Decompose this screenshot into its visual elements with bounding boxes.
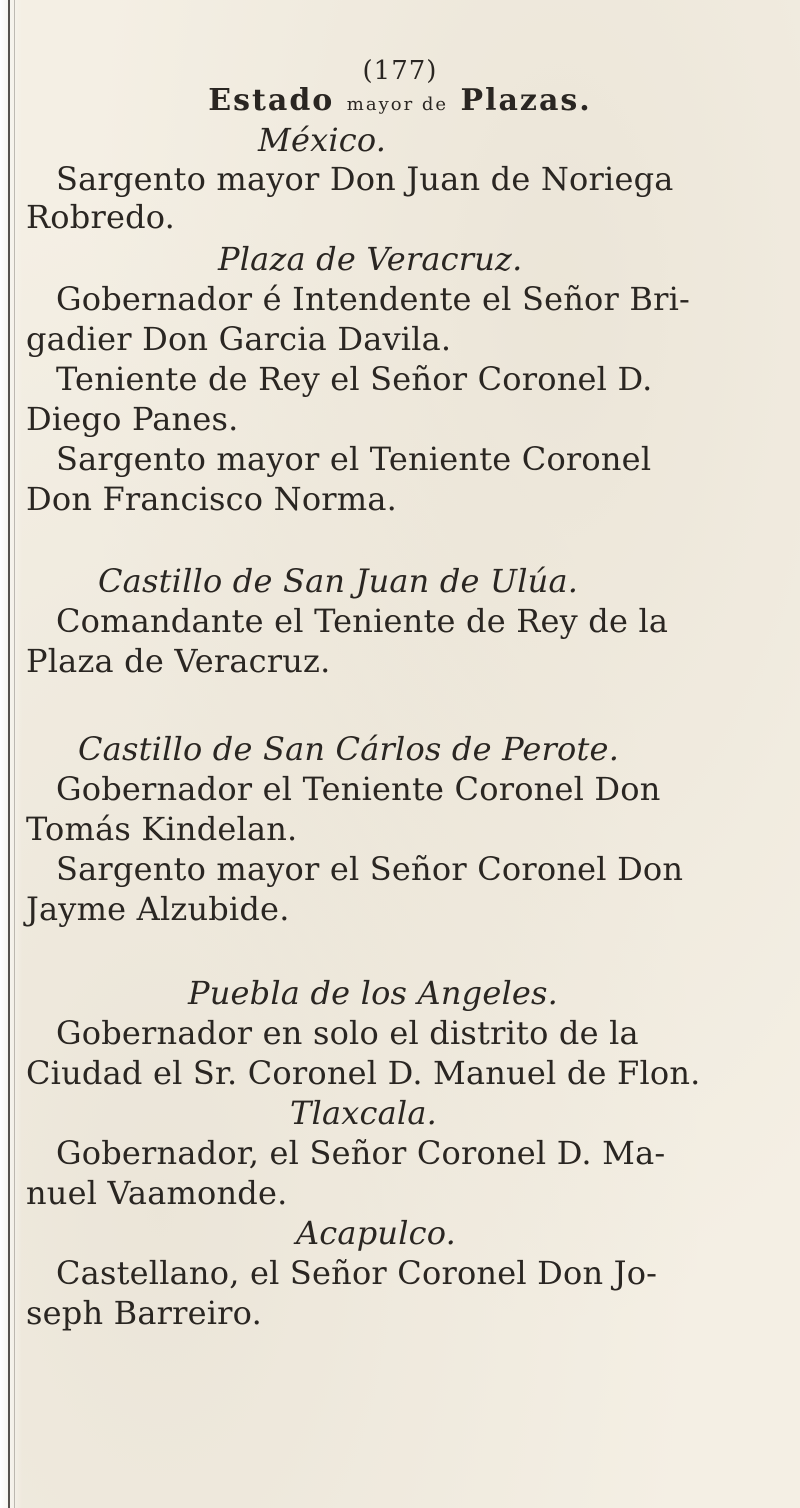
text-line: Diego Panes. bbox=[26, 400, 239, 438]
section-heading-tlaxcala: Tlaxcala. bbox=[290, 1094, 437, 1132]
text-line: Sargento mayor Don Juan de Noriega bbox=[56, 160, 674, 198]
text-line: Jayme Alzubide. bbox=[26, 890, 290, 928]
text-line: Gobernador el Teniente Coronel Don bbox=[56, 770, 661, 808]
section-heading-ulua: Castillo de San Juan de Ulúa. bbox=[98, 562, 579, 600]
text-line: Gobernador en solo el distrito de la bbox=[56, 1014, 639, 1052]
gutter-line-secondary bbox=[14, 0, 15, 1508]
section-heading-puebla: Puebla de los Angeles. bbox=[188, 974, 559, 1012]
text-line: Don Francisco Norma. bbox=[26, 480, 397, 518]
gutter-line bbox=[8, 0, 10, 1508]
text-line: seph Barreiro. bbox=[26, 1294, 262, 1332]
text-line: Castellano, el Señor Coronel Don Jo- bbox=[56, 1254, 658, 1292]
header-part-3: Plazas. bbox=[460, 83, 592, 118]
text-line: Robredo. bbox=[26, 198, 176, 236]
section-heading-mexico: México. bbox=[258, 121, 387, 159]
header-part-2: mayor de bbox=[346, 94, 449, 115]
section-heading-acapulco: Acapulco. bbox=[296, 1214, 457, 1252]
text-line: nuel Vaamonde. bbox=[26, 1174, 288, 1212]
page-header bbox=[0, 82, 800, 124]
page-gutter bbox=[0, 0, 22, 1508]
text-line: Ciudad el Sr. Coronel D. Manuel de Flon. bbox=[26, 1054, 701, 1092]
page-number: (177) bbox=[362, 56, 438, 86]
section-heading-veracruz: Plaza de Veracruz. bbox=[218, 240, 523, 278]
text-line: Sargento mayor el Señor Coronel Don bbox=[56, 850, 684, 888]
text-line: Tomás Kindelan. bbox=[26, 810, 298, 848]
text-line: Teniente de Rey el Señor Coronel D. bbox=[56, 360, 653, 398]
text-line: Comandante el Teniente de Rey de la bbox=[56, 602, 669, 640]
text-line: Gobernador é Intendente el Señor Bri- bbox=[56, 280, 691, 318]
text-line: Gobernador, el Señor Coronel D. Ma- bbox=[56, 1134, 666, 1172]
header-part-1: Estado bbox=[208, 83, 335, 118]
text-line: Plaza de Veracruz. bbox=[26, 642, 331, 680]
section-heading-perote: Castillo de San Cárlos de Perote. bbox=[78, 730, 620, 768]
text-line: Sargento mayor el Teniente Coronel bbox=[56, 440, 652, 478]
text-line: gadier Don Garcia Davila. bbox=[26, 320, 452, 358]
